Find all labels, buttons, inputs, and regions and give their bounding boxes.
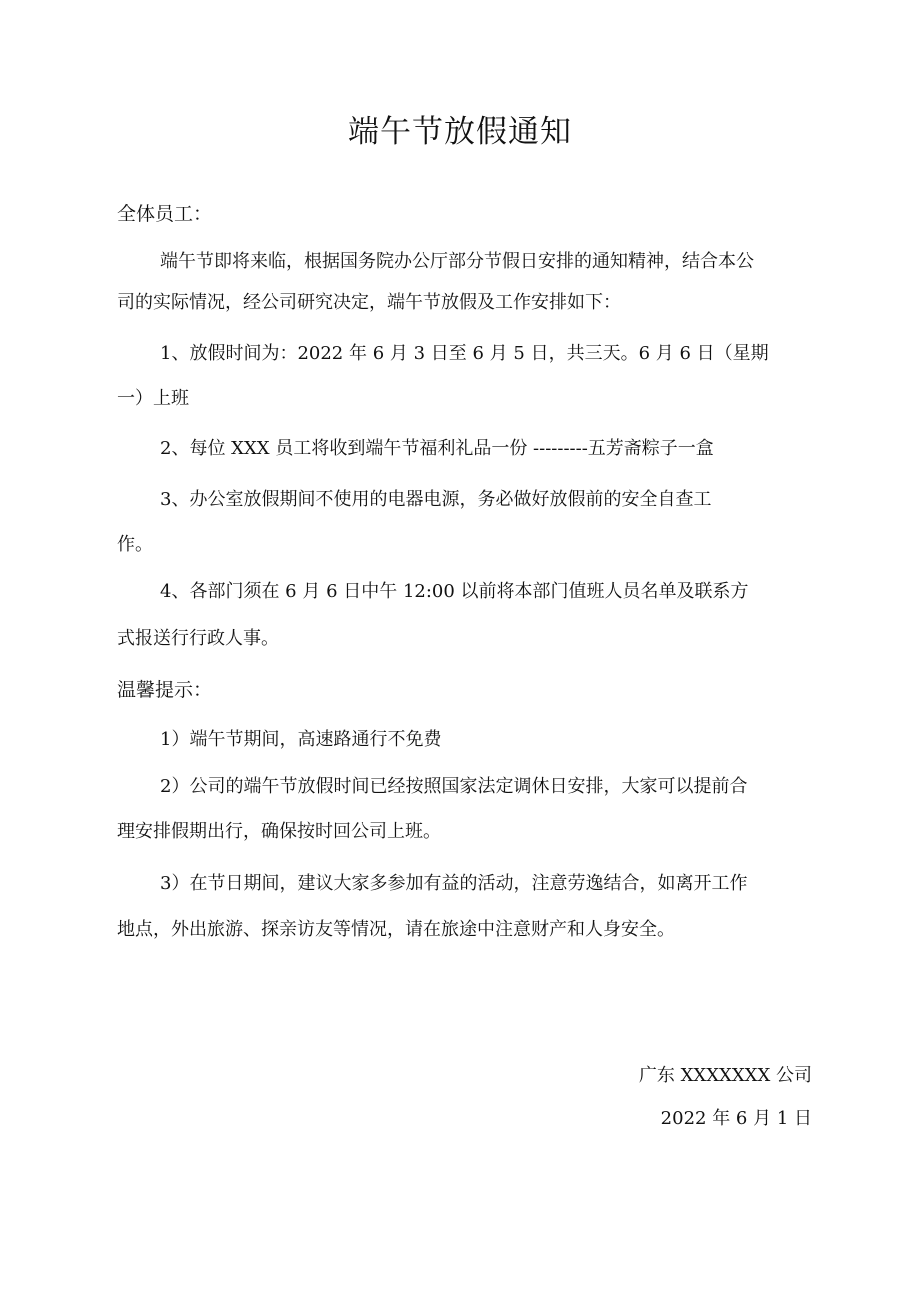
notice-item-1-continued: 一）上班 [117, 388, 189, 409]
tip-item-1: 1）端午节期间，高速路通行不免费 [160, 729, 442, 750]
notice-item-3-continued: 作。 [117, 534, 153, 555]
signature-company: 广东 XXXXXXX 公司 [638, 1065, 812, 1086]
signature-date: 2022 年 6 月 1 日 [660, 1108, 812, 1129]
page-title: 端午节放假通知 [348, 114, 572, 150]
notice-item-2: 2、每位 XXX 员工将收到端午节福利礼品一份 ---------五芳斋粽子一盒 [160, 438, 714, 459]
tip-item-3: 3）在节日期间，建议大家多参加有益的活动，注意劳逸结合，如离开工作 [160, 873, 748, 894]
notice-item-3: 3、办公室放假期间不使用的电器电源，务必做好放假前的安全自查工 [160, 489, 712, 510]
tip-item-3-continued: 地点，外出旅游、探亲访友等情况，请在旅途中注意财产和人身安全。 [117, 919, 675, 940]
tip-item-2-continued: 理安排假期出行，确保按时回公司上班。 [117, 821, 441, 842]
salutation: 全体员工： [117, 203, 213, 225]
tip-item-2: 2）公司的端午节放假时间已经按照国家法定调休日安排，大家可以提前合 [160, 776, 748, 797]
intro-paragraph-line: 司的实际情况，经公司研究决定，端午节放假及工作安排如下： [117, 292, 621, 313]
notice-item-4: 4、各部门须在 6 月 6 日中午 12:00 以前将本部门值班人员名单及联系方 [160, 581, 749, 602]
notice-item-1: 1、放假时间为：2022 年 6 月 3 日至 6 月 5 日，共三天。6 月 6 日（星期 [160, 343, 769, 364]
tips-heading: 温馨提示： [117, 679, 213, 701]
notice-item-4-continued: 式报送行行政人事。 [117, 628, 279, 649]
intro-paragraph-line: 端午节即将来临，根据国务院办公厅部分节假日安排的通知精神，结合本公 [160, 251, 754, 272]
